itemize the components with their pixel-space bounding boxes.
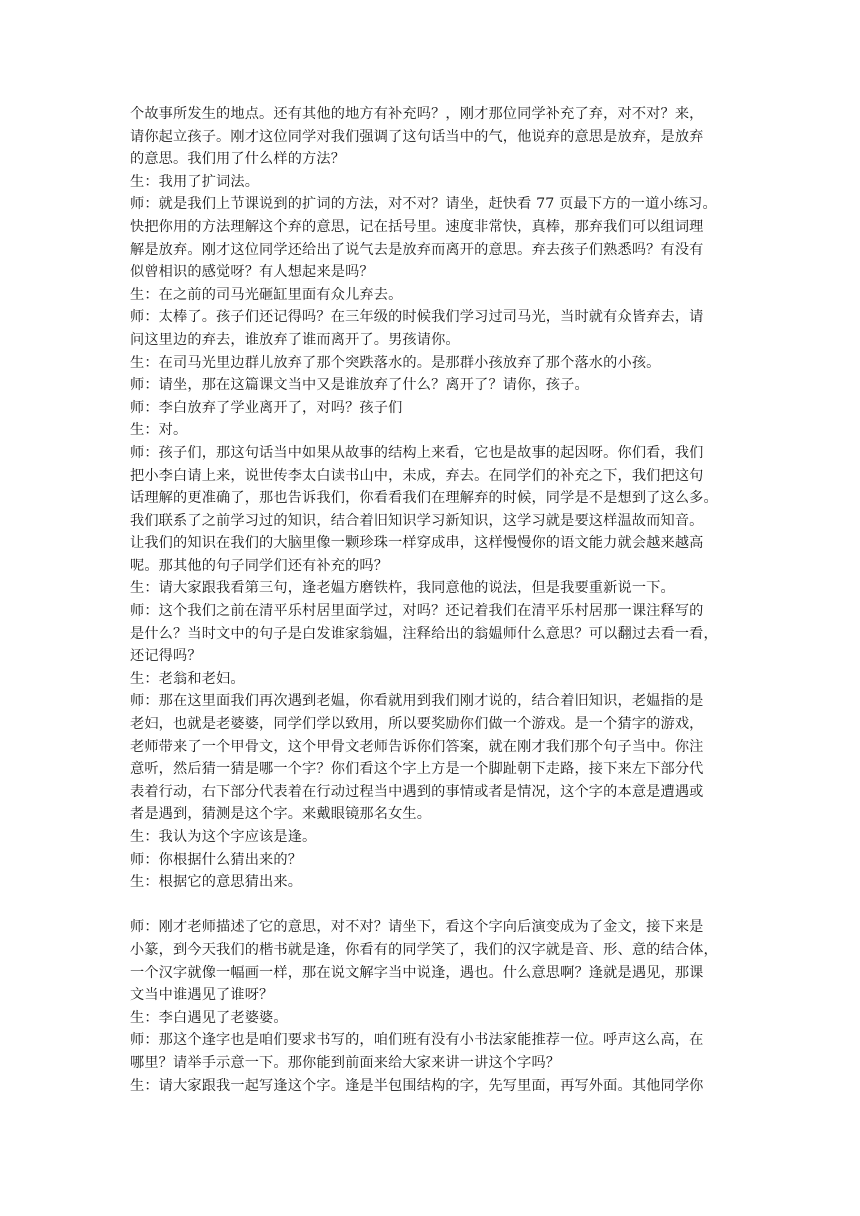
text-line: 生：在司马光里边群儿放弃了那个突跌落水的。是那群小孩放弃了那个落水的小孩。 bbox=[130, 354, 661, 371]
paragraph bbox=[130, 577, 740, 600]
text-line: 的意思。我们用了什么样的方法？ bbox=[130, 151, 346, 168]
text-line: 师：那在这里面我们再次遇到老媪，你看就用到我们刚才说的，结合着旧知识，老媪指的是 bbox=[130, 693, 704, 710]
paragraph bbox=[130, 171, 740, 194]
paragraph bbox=[130, 374, 740, 397]
paragraph bbox=[130, 1007, 740, 1030]
text-line: 师：李白放弃了学业离开了，对吗？孩子们 bbox=[130, 399, 403, 416]
text-line: 哪里？请举手示意一下。那你能到前面来给大家来讲一讲这个字吗？ bbox=[130, 1054, 561, 1071]
text-line: 师：这个我们之前在清平乐村居里面学过，对吗？还记着我们在清平乐村居那一课注释写的 bbox=[130, 603, 704, 620]
text-line: 小篆，到今天我们的楷书就是逢，你看有的同学笑了，我们的汉字就是音、形、意的结合体， bbox=[130, 941, 718, 958]
paragraph bbox=[130, 419, 740, 442]
paragraph bbox=[130, 306, 740, 351]
text-line: 呢。那其他的句子同学们还有补充的吗？ bbox=[130, 557, 389, 574]
paragraph bbox=[130, 352, 740, 375]
paragraph bbox=[130, 600, 740, 668]
text-line: 话理解的更准确了，那也告诉我们，你看看我们在理解弃的时候，同学是不是想到了这么多。 bbox=[130, 490, 718, 507]
paragraph bbox=[130, 442, 740, 578]
text-line: 者是遇到，猜测是这个字。来戴眼镜那名女生。 bbox=[130, 806, 432, 823]
paragraph bbox=[130, 1029, 740, 1074]
document-page bbox=[130, 103, 740, 1097]
text-line: 是什么？当时文中的句子是白发谁家翁媪，注释给出的翁媪师什么意思？可以翻过去看一看， bbox=[130, 625, 718, 642]
paragraph bbox=[130, 894, 740, 917]
paragraph bbox=[130, 1075, 740, 1098]
paragraph bbox=[130, 849, 740, 872]
text-line: 文当中谁遇见了谁呀？ bbox=[130, 987, 274, 1004]
paragraph bbox=[130, 871, 740, 894]
text-line: 解是放弃。刚才这位同学还给出了说气去是放弃而离开的意思。弃去孩子们熟悉吗？有没有 bbox=[130, 241, 704, 258]
paragraph bbox=[130, 397, 740, 420]
paragraph bbox=[130, 690, 740, 826]
text-line: 生：根据它的意思猜出来。 bbox=[130, 874, 303, 891]
text-line: 生：我认为这个字应该是逢。 bbox=[130, 829, 317, 845]
text-line: 问这里边的弃去，谁放弃了谁而离开了。男孩请你。 bbox=[130, 331, 460, 348]
paragraph bbox=[130, 826, 740, 849]
text-line: 生：请大家跟我一起写逢这个字。逢是半包围结构的字，先写里面，再写外面。其他同学你 bbox=[130, 1077, 704, 1094]
text-line: 一个汉字就像一幅画一样，那在说文解字当中说逢，遇也。什么意思啊？逢就是遇见，那课 bbox=[130, 964, 704, 981]
text-line: 还记得吗？ bbox=[130, 648, 202, 665]
text-line: 老妇，也就是老婆婆，同学们学以致用，所以要奖励你们做一个游戏。是一个猜字的游戏， bbox=[130, 716, 704, 733]
paragraph bbox=[130, 193, 740, 283]
text-line: 师：请坐，那在这篇课文当中又是谁放弃了什么？离开了？请你，孩子。 bbox=[130, 377, 589, 394]
text-line: 生：请大家跟我看第三句，逢老媪方磨铁杵，我同意他的说法，但是我要重新说一下。 bbox=[130, 580, 675, 597]
text-line: 生：李白遇见了老婆婆。 bbox=[130, 1009, 288, 1026]
paragraph bbox=[130, 916, 740, 1006]
text-line: 把小李白请上来，说世传李太白读书山中，未成，弃去。在同学们的补充之下，我们把这句 bbox=[130, 467, 704, 484]
text-line: 师：太棒了。孩子们还记得吗？在三年级的时候我们学习过司马光，当时就有众皆弃去，请 bbox=[130, 309, 704, 326]
text-line: 让我们的知识在我们的大脑里像一颗珍珠一样穿成串，这样慢慢你的语文能力就会越来越高 bbox=[130, 535, 704, 552]
text-line: 意听，然后猜一猜是哪一个字？你们看这个字上方是一个脚趾朝下走路，接下来左下部分代 bbox=[130, 761, 704, 778]
text-line: 生：对。 bbox=[130, 422, 188, 439]
text-line: 生：我用了扩词法。 bbox=[130, 173, 260, 190]
text-line: 似曾相识的感觉呀？有人想起来是吗？ bbox=[130, 264, 374, 281]
text-line: 师：就是我们上节课说到的扩词的方法，对不对？请坐，赶快看 77 页最下方的一道小练习。 bbox=[130, 196, 717, 213]
paragraph bbox=[130, 103, 740, 171]
text-line: 老师带来了一个甲骨文，这个甲骨文老师告诉你们答案，就在刚才我们那个句子当中。你注 bbox=[130, 738, 704, 755]
paragraph bbox=[130, 668, 740, 691]
text-line: 师：孩子们，那这句话当中如果从故事的结构上来看，它也是故事的起因呀。你们看，我们 bbox=[130, 444, 704, 461]
text-line: 我们联系了之前学习过的知识，结合着旧知识学习新知识，这学习就是要这样温故而知音。 bbox=[130, 512, 704, 529]
text-line: 师：那这个逢字也是咱们要求书写的，咱们班有没有小书法家能推荐一位。呼声这么高，在 bbox=[130, 1032, 704, 1049]
text-line: 请你起立孩子。刚才这位同学对我们强调了这句话当中的气，他说弃的意思是放弃，是放弃 bbox=[130, 128, 704, 145]
text-line: 个故事所发生的地点。还有其他的地方有补充吗？，刚才那位同学补充了弃，对不对？来， bbox=[130, 106, 704, 122]
text-line: 师：你根据什么猜出来的？ bbox=[130, 851, 303, 868]
text-line: 生：在之前的司马光砸缸里面有众儿弃去。 bbox=[130, 286, 403, 303]
paragraph bbox=[130, 284, 740, 307]
blank-line bbox=[130, 894, 740, 917]
text-line: 师：刚才老师描述了它的意思，对不对？请坐下，看这个字向后演变成为了金文，接下来是 bbox=[130, 919, 704, 936]
text-line: 表着行动，右下部分代表着在行动过程当中遇到的事情或者是情况，这个字的本意是遭遇或 bbox=[130, 783, 704, 800]
text-line: 生：老翁和老妇。 bbox=[130, 670, 245, 687]
text-line: 快把你用的方法理解这个弃的意思，记在括号里。速度非常快，真棒，那弃我们可以组词理 bbox=[130, 218, 704, 235]
